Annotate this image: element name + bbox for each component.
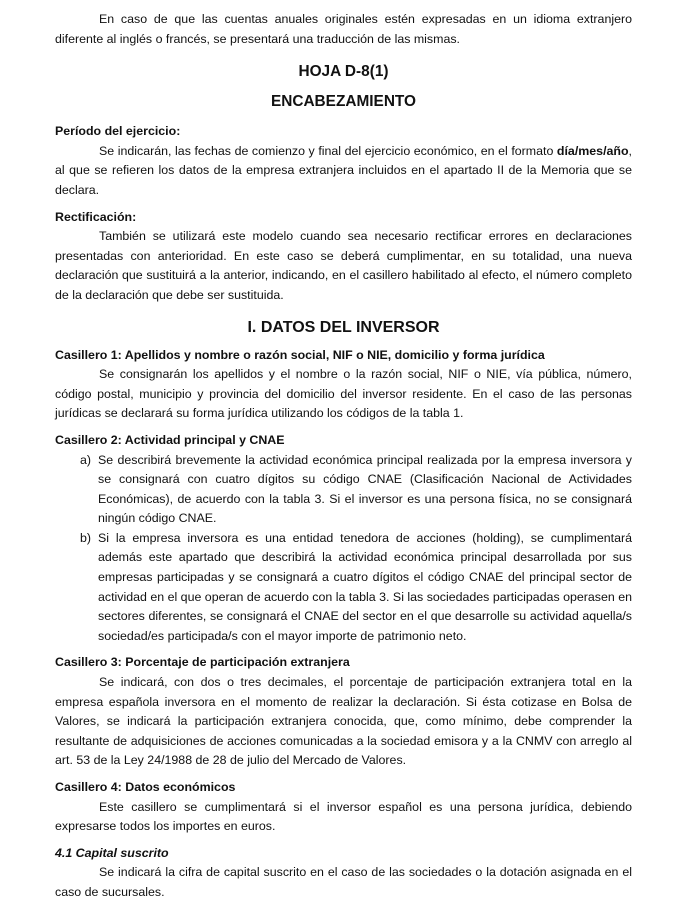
list-marker: a): [80, 452, 92, 467]
periodo-format: día/mes/año: [556, 143, 629, 158]
casillero1-paragraph: Se consignarán los apellidos y el nombre o la razón social, NIF o NIE, vía pública, número, código postal, municipio y provincia del domicilio del inversor residente. En el caso de las personas jurídicas se declarará su forma jurídica utilizando los códigos de la tabla 1.: [55, 367, 632, 421]
rectificacion-paragraph: También se utilizará este modelo cuando sea necesario rectificar errores en declaraciones presentadas con anterioridad. En este caso se deberá cumplimentar, en su totalidad, una nueva declaración que sustituirá a la anterior, indicando, en el casillero habilitado al efecto, el número completo de la declaración que debe ser sustituida.: [55, 229, 632, 302]
casillero4-paragraph: Este casillero se cumplimentará si el inversor español es una persona jurídica, debiendo expresarse todos los importes en euros.: [55, 799, 632, 834]
encabezamiento-title: ENCABEZAMIENTO: [270, 93, 417, 111]
list-item-text: Se describirá brevemente la actividad económica principal realizada por la empresa inversora y se consignará con cuatro dígitos su código CNAE (Clasificación Nacional de Actividades Económicas), de acuerdo con la tabla 3. Si el inversor es una persona física, no se consignará ningún código CNAE.: [98, 452, 632, 526]
list-item: [80, 451, 632, 529]
periodo-text-after: , al que se refieren los datos de la empresa extranjera incluidos en el apartado II de la Memoria que se declara.: [55, 143, 632, 197]
capital-suscrito-heading: 4.1 Capital suscrito: [55, 845, 169, 860]
hoja-title: HOJA D-8(1): [298, 63, 389, 81]
datos-inversor-title: I. DATOS DEL INVERSOR: [247, 318, 440, 336]
periodo-heading: Período del ejercicio:: [55, 124, 181, 139]
list-item-text: Si la empresa inversora es una entidad tenedora de acciones (holding), se cumplimentará además este apartado que describirá la actividad económica principal desarrollada por sus empresas participadas y se consignará a cuatro dígitos el código CNAE del principal sector de actividad en el que operan de acuerdo con la tabla 3. Si las sociedades participadas operasen en sectores diferentes, se consignará el CNAE del sector en el que desarrolle su actividad aquella/s sociedad/es participada/s con el mayor importe de patrimonio neto.: [98, 530, 632, 643]
periodo-text-before: Se indicarán, las fechas de comienzo y final del ejercicio económico, en el formato: [99, 143, 557, 158]
rectificacion-heading: Rectificación:: [55, 209, 137, 224]
casillero2-list: [55, 451, 632, 647]
casillero1-heading: Casillero 1: Apellidos y nombre o razón social, NIF o NIE, domicilio y forma jurídica: [55, 347, 545, 362]
casillero4-heading: Casillero 4: Datos económicos: [55, 780, 236, 794]
casillero3-paragraph: Se indicará, con dos o tres decimales, el porcentaje de participación extranjera total en la empresa española inversora en el momento de realizar la declaración. Si ésta cotizase en Bolsa de Valores, se indicará la participación extranjera conocida, que, como mínimo, debe comprender la resultante de adquisiciones de acciones comunicadas a la sociedad emisora y a la CNMV con arreglo al art. 53 de la Ley 24/1988 de 28 de julio del Mercado de Valores.: [55, 675, 632, 768]
capital-suscrito-paragraph: Se indicará la cifra de capital suscrito en el caso de las sociedades o la dotación asignada en el caso de sucursales.: [55, 865, 632, 899]
periodo-paragraph: [55, 142, 632, 201]
casillero3-heading: Casillero 3: Porcentaje de participación extranjera: [55, 655, 350, 670]
intro-paragraph: En caso de que las cuentas anuales originales estén expresadas en un idioma extranjero diferente al inglés o francés, se presentará una traducción de las mismas.: [55, 12, 632, 46]
list-marker: b): [80, 530, 92, 545]
list-item: [80, 529, 632, 647]
casillero2-heading: Casillero 2: Actividad principal y CNAE: [55, 432, 285, 447]
